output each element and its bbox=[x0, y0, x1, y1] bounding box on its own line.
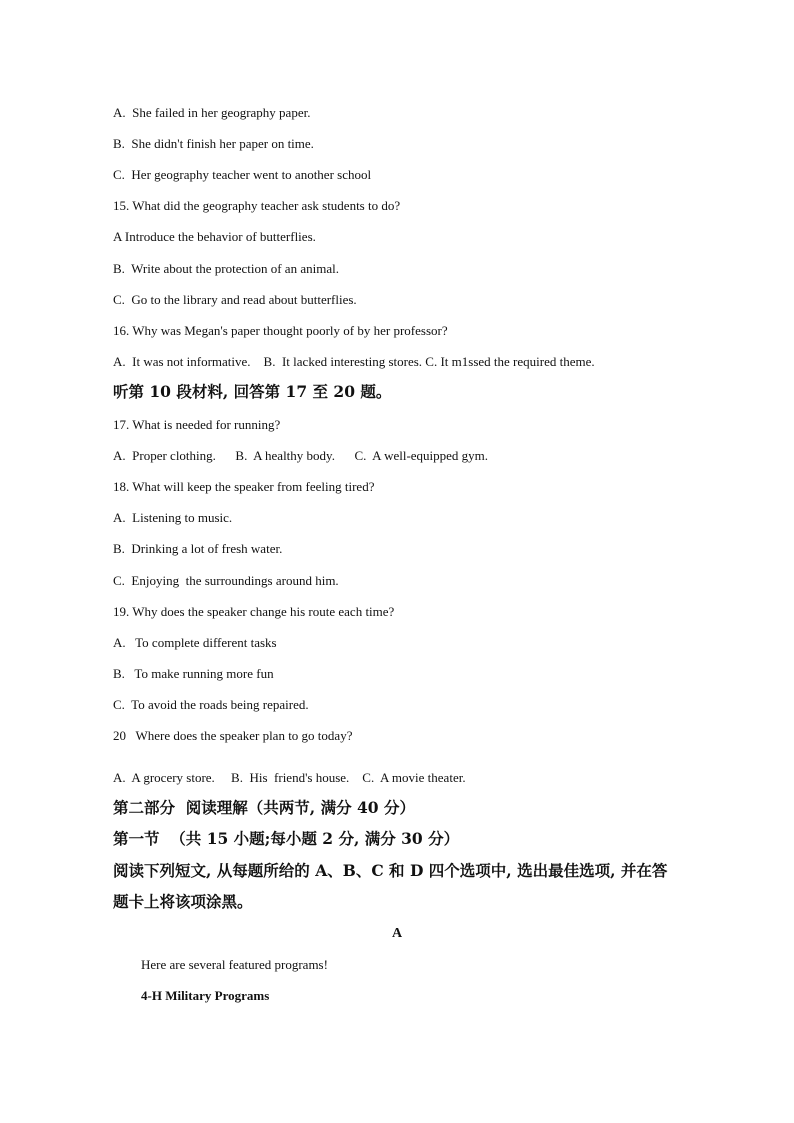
option-15c: C. Go to the library and read about butterflies. bbox=[113, 292, 357, 307]
passage-title: A bbox=[391, 926, 403, 941]
question-15: 15. What did the geography teacher ask students to do? bbox=[113, 198, 401, 213]
question-18: 18. What will keep the speaker from feeling tired? bbox=[113, 479, 375, 494]
section-heading-material-10: 听第 10 段材料, 回答第 17 至 20 题。 bbox=[113, 382, 392, 401]
option-14a: A. She failed in her geography paper. bbox=[113, 105, 311, 120]
option-15b: B. Write about the protection of an animal. bbox=[113, 261, 339, 276]
options-17: A. Proper clothing. B. A healthy body. C. A well-equipped gym. bbox=[113, 448, 489, 463]
option-19a: A. To complete different tasks bbox=[113, 635, 277, 650]
passage-intro: Here are several featured programs! bbox=[141, 957, 328, 972]
option-19b: B. To make running more fun bbox=[113, 666, 274, 681]
program-heading: 4-H Military Programs bbox=[141, 988, 270, 1003]
option-18b: B. Drinking a lot of fresh water. bbox=[113, 541, 283, 556]
question-19: 19. Why does the speaker change his route each time? bbox=[113, 604, 395, 619]
instructions-line-2: 题卡上将该项涂黑。 bbox=[113, 892, 253, 911]
question-20: 20 Where does the speaker plan to go today? bbox=[113, 728, 353, 743]
option-18a: A. Listening to music. bbox=[113, 510, 233, 525]
section-one-heading: 第一节 （共 15 小题;每小题 2 分, 满分 30 分） bbox=[113, 829, 460, 848]
option-19c: C. To avoid the roads being repaired. bbox=[113, 697, 309, 712]
option-14b: B. She didn't finish her paper on time. bbox=[113, 136, 314, 151]
question-16: 16. Why was Megan's paper thought poorly of by her professor? bbox=[113, 323, 448, 338]
options-16: A. It was not informative. B. It lacked interesting stores. C. It m1ssed the required theme. bbox=[113, 354, 595, 369]
options-20: A. A grocery store. B. His friend's house. C. A movie theater. bbox=[113, 770, 466, 785]
option-15a: A Introduce the behavior of butterflies. bbox=[113, 229, 316, 244]
part-two-heading: 第二部分 阅读理解（共两节, 满分 40 分） bbox=[113, 798, 415, 817]
instructions-line-1: 阅读下列短文, 从每题所给的 A、B、C 和 D 四个选项中, 选出最佳选项, 并在答 bbox=[113, 861, 668, 880]
question-17: 17. What is needed for running? bbox=[113, 417, 281, 432]
option-18c: C. Enjoying the surroundings around him. bbox=[113, 573, 339, 588]
option-14c: C. Her geography teacher went to another school bbox=[113, 167, 372, 182]
